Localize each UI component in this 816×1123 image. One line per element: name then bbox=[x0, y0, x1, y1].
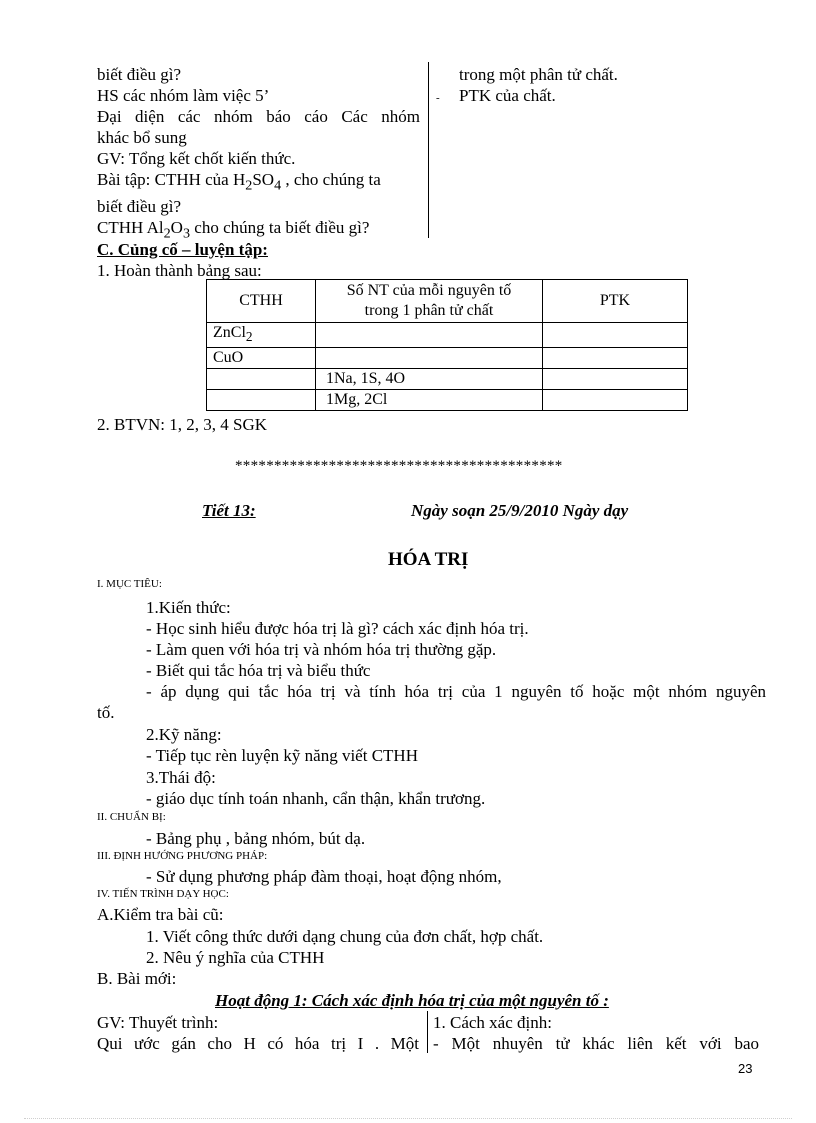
text-line: - Biết qui tắc hóa trị và biểu thức bbox=[146, 661, 371, 680]
text-run: ZnCl bbox=[213, 324, 246, 341]
heading-preparation: II. CHUẨN BỊ: bbox=[97, 811, 166, 823]
text-run: , cho chúng ta bbox=[281, 170, 381, 189]
activity-heading: Hoạt động 1: Cách xác định hóa trị của một nguyên tố : bbox=[215, 991, 609, 1010]
table-cell bbox=[207, 369, 316, 390]
table-cell: 1Na, 1S, 4O bbox=[316, 369, 543, 390]
dash: - bbox=[436, 92, 440, 104]
top-right-column bbox=[436, 64, 766, 109]
table-cell bbox=[543, 390, 688, 411]
subscript: 2 bbox=[245, 177, 253, 194]
text-run: Bài tập: CTHH của H bbox=[97, 170, 246, 189]
section-c-item2: 2. BTVN: 1, 2, 3, 4 SGK bbox=[97, 415, 268, 434]
lesson-dates: Ngày soạn 25/9/2010 Ngày dạy bbox=[411, 501, 629, 520]
text-run: O bbox=[170, 218, 183, 238]
page-number: 23 bbox=[738, 1061, 753, 1076]
text-run: SO bbox=[252, 170, 275, 189]
subscript: 4 bbox=[274, 177, 282, 194]
top-left-column bbox=[97, 64, 420, 245]
table-cell bbox=[207, 323, 316, 348]
column-divider bbox=[427, 1011, 428, 1053]
text-line: biết điều gì? bbox=[97, 65, 182, 84]
text-line: 2. Nêu ý nghĩa của CTHH bbox=[146, 948, 325, 967]
text-line: - Học sinh hiểu được hóa trị là gì? cách xác định hóa trị. bbox=[146, 619, 529, 638]
valence-table bbox=[206, 279, 688, 411]
text-line: - giáo dục tính toán nhanh, cẩn thận, khẩn trương. bbox=[146, 789, 486, 808]
text-line: 1. Cách xác định: bbox=[433, 1013, 552, 1032]
text-run: cho chúng ta biết điều gì? bbox=[190, 218, 370, 238]
lesson-number: Tiết 13: bbox=[202, 501, 256, 520]
text-line: 3.Thái độ: bbox=[146, 768, 216, 787]
heading-process: IV. TIẾN TRÌNH DẠY HỌC: bbox=[97, 888, 229, 900]
table-row bbox=[207, 323, 688, 348]
text-run: CTHH Al bbox=[97, 218, 164, 238]
text-line: tố. bbox=[97, 703, 115, 722]
header-atoms bbox=[316, 280, 543, 323]
header-atoms-line2: trong 1 phân tử chất bbox=[364, 302, 494, 319]
text-line: Đại diện các nhóm báo cáo Các nhóm bbox=[97, 107, 420, 126]
table-row bbox=[207, 390, 688, 411]
text-line: HS các nhóm làm việc 5’ bbox=[97, 86, 270, 105]
column-divider bbox=[428, 62, 429, 238]
star-separator: ****************************************** bbox=[235, 458, 563, 474]
table-cell bbox=[207, 390, 316, 411]
text-line: trong một phân tử chất. bbox=[459, 65, 618, 84]
text-line bbox=[436, 85, 766, 109]
text-line: - Làm quen với hóa trị và nhóm hóa trị thường gặp. bbox=[146, 640, 497, 659]
table-cell bbox=[316, 348, 543, 369]
subscript: 2 bbox=[245, 329, 253, 345]
heading-methods: III. ĐỊNH HƯỚNG PHƯƠNG PHÁP: bbox=[97, 850, 268, 862]
table-cell bbox=[316, 323, 543, 348]
header-atoms-line1: Số NT của mỗi nguyên tố bbox=[346, 282, 512, 299]
text-line: B. Bài mới: bbox=[97, 969, 177, 988]
section-c-item1: 1. Hoàn thành bảng sau: bbox=[97, 261, 262, 280]
header-ptk: PTK bbox=[543, 280, 688, 323]
table-cell: CuO bbox=[207, 348, 316, 369]
text-line: - Tiếp tục rèn luyện kỹ năng viết CTHH bbox=[146, 746, 418, 765]
table-row bbox=[207, 348, 688, 369]
table-cell: 1Mg, 2Cl bbox=[316, 390, 543, 411]
table-row bbox=[207, 369, 688, 390]
text-line: 1.Kiến thức: bbox=[146, 598, 231, 617]
text-line: - Sử dụng phương pháp đàm thoại, hoạt động nhóm, bbox=[146, 867, 502, 886]
text-line: - Bảng phụ , bảng nhóm, bút dạ. bbox=[146, 829, 366, 848]
text-line: GV: Thuyết trình: bbox=[97, 1013, 219, 1032]
heading-objectives: I. MỤC TIÊU: bbox=[97, 578, 162, 590]
text-line: khác bổ sung bbox=[97, 128, 187, 147]
text-line: - áp dụng qui tắc hóa trị và tính hóa trị của 1 nguyên tố hoặc một nhóm nguyên bbox=[146, 682, 766, 701]
table-cell bbox=[543, 348, 688, 369]
text-line: Qui ước gán cho H có hóa trị I . Một bbox=[97, 1034, 419, 1053]
page-title: HÓA TRỊ bbox=[388, 549, 469, 570]
subscript: 3 bbox=[182, 225, 191, 242]
table-cell bbox=[543, 323, 688, 348]
subscript: 2 bbox=[163, 225, 171, 242]
text-line: 2.Kỹ năng: bbox=[146, 725, 222, 744]
text-run: PTK của chất. bbox=[459, 86, 556, 105]
table-cell bbox=[543, 369, 688, 390]
text-line: biết điều gì? bbox=[97, 197, 182, 217]
page-divider bbox=[24, 1118, 792, 1119]
header-cthh: CTHH bbox=[207, 280, 316, 323]
text-line: GV: Tổng kết chốt kiến thức. bbox=[97, 149, 296, 168]
text-line: - Một nhuyên tử khác liên kết với bao bbox=[433, 1034, 759, 1053]
text-line: 1. Viết công thức dưới dạng chung của đơn chất, hợp chất. bbox=[146, 927, 544, 946]
text-line: A.Kiểm tra bài cũ: bbox=[97, 905, 224, 924]
text-line bbox=[97, 169, 420, 196]
section-c-title: C. Củng cố – luyện tập: bbox=[97, 240, 268, 259]
